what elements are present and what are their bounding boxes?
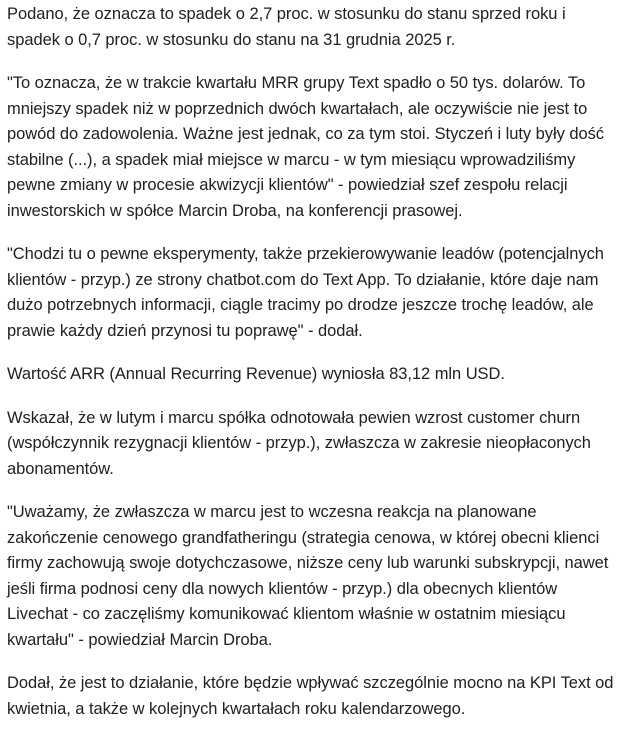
paragraph-mrr-quote: "To oznacza, że w trakcie kwartału MRR grupy Text spadło o 50 tys. dolarów. To mniejszy spadek niż w poprzednich dwóch kwartałach, ale oczywiście nie jest to powód do zadowolenia. Ważne jest jednak, co za tym stoi. Styczeń i luty były dość stabilne (...), a spadek miał miejsce w marcu - w tym miesiącu wprowadziliśmy pewne zmiany w procesie akwizycji klientów" - powiedział szef zespołu relacji inwestorskich w spółce Marcin Droba, na konferencji prasowej. [7,74,604,220]
paragraph-kpi-outlook: Dodał, że jest to działanie, które będzie wpływać szczególnie mocno na KPI Text od kwietnia, a także w kolejnych kwartałach roku kalendarzowego. [7,674,614,718]
paragraph-grandfathering-quote: "Uważamy, że zwłaszcza w marcu jest to wczesna reakcja na planowane zakończenie cenowego grandfatheringu (strategia cenowa, w której obecni klienci firmy zachowują swoje dotychczasowe, niższe ceny lub warunki subskrypcji, nawet jeśli firma podnosi ceny dla nowych klientów - przyp.) dla obecnych klientów Livechat - co zaczęliśmy komunikować klientom właśnie w ostatnim miesiącu kwartału" - powiedział Marcin Droba. [7,503,609,649]
paragraph-leads-quote: "Chodzi tu o pewne eksperymenty, także przekierowywanie leadów (potencjalnych klientów - przyp.) ze strony chatbot.com do Text App. To działanie, które daje nam dużo potrzebnych informacji, ciągle tracimy po drodze jeszcze trochę leadów, ale prawie każdy dzień przynosi tu poprawę" - dodał. [7,245,604,340]
paragraph-churn: Wskazał, że w lutym i marcu spółka odnotowała pewien wzrost customer churn (współczynnik rezygnacji klientów - przyp.), zwłaszcza w zakresie nieopłaconych abonamentów. [7,408,591,478]
article-body [7,2,619,740]
paragraph-arr: Wartość ARR (Annual Recurring Revenue) wyniosła 83,12 mln USD. [7,365,505,383]
paragraph-yoy-decline: Podano, że oznacza to spadek o 2,7 proc. w stosunku do stanu sprzed roku i spadek o 0,7 proc. w stosunku do stanu na 31 grudnia 2025 r. [7,5,566,49]
